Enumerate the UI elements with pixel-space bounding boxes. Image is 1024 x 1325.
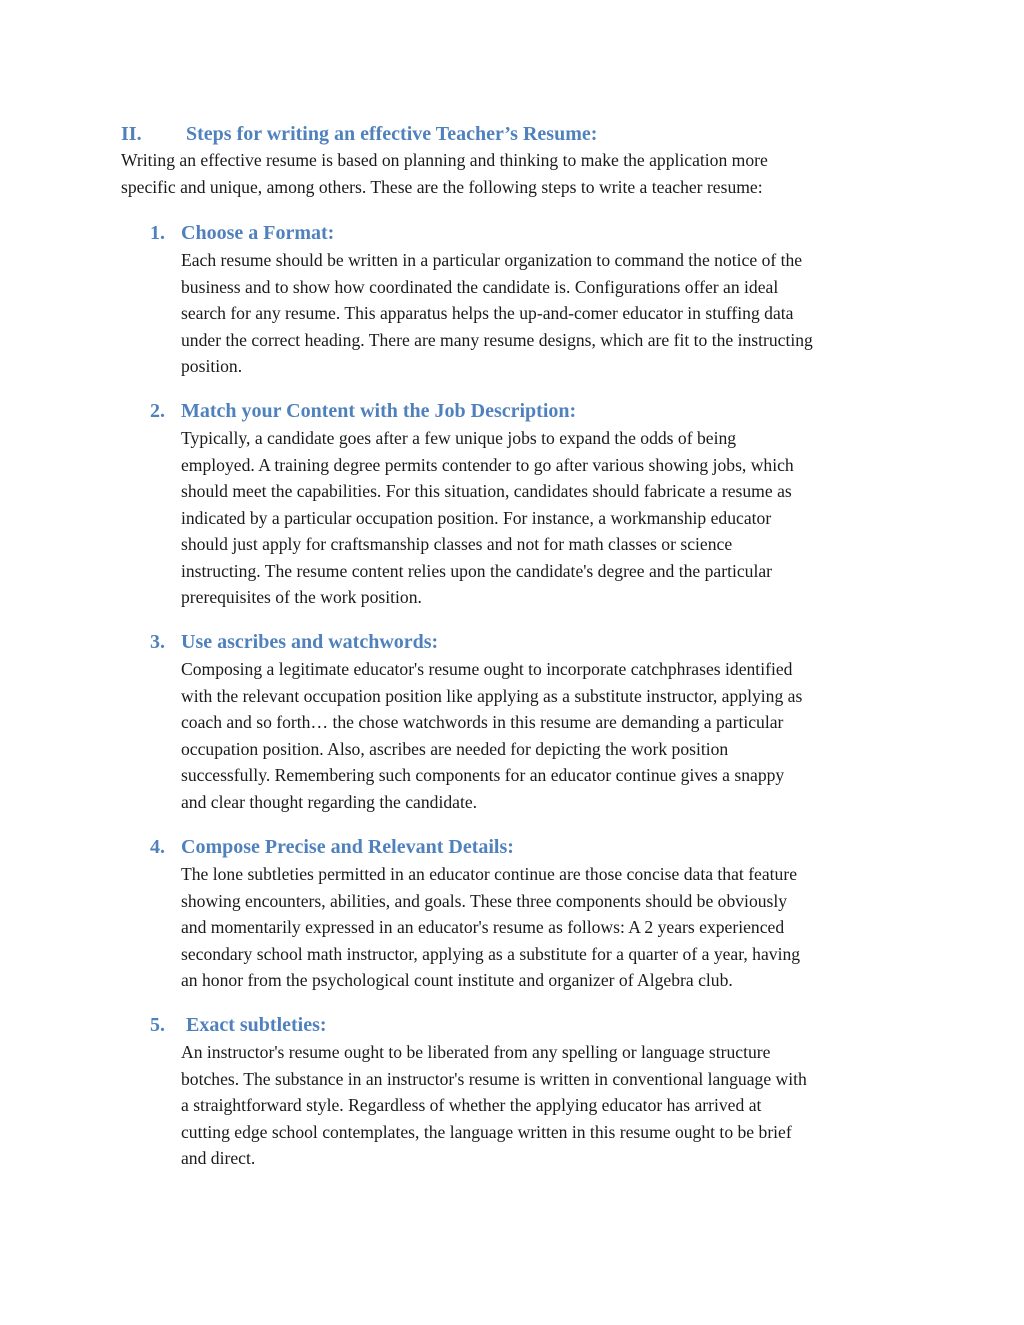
step-paragraph bbox=[181, 425, 910, 611]
step-line: The lone subtleties permitted in an educator continue are those concise data that feature bbox=[181, 864, 798, 884]
step-line: should meet the capabilities. For this situation, candidates should fabricate a resume as bbox=[181, 481, 792, 501]
step-heading bbox=[150, 220, 910, 246]
step-line: and clear thought regarding the candidate. bbox=[181, 791, 478, 812]
step-line: should just apply for craftsmanship classes and not for math classes or science bbox=[181, 534, 733, 554]
step-number: 4. bbox=[150, 836, 165, 858]
step-line: position. bbox=[181, 356, 243, 376]
section-number: II. bbox=[121, 123, 142, 145]
step-item-2 bbox=[150, 398, 910, 611]
step-line: instructing. The resume content relies upon the candidate's degree and the particular bbox=[181, 560, 773, 581]
step-number: 3. bbox=[150, 631, 165, 653]
step-item-3 bbox=[150, 629, 910, 815]
step-line: employed. A training degree permits contender to go after various showing jobs, which bbox=[181, 454, 794, 475]
intro-line: Writing an effective resume is based on planning and thinking to make the application more bbox=[121, 150, 768, 170]
step-paragraph bbox=[181, 656, 910, 815]
step-heading bbox=[150, 629, 910, 655]
step-line: successfully. Remembering such components for an educator continue gives a snappy bbox=[181, 765, 785, 785]
step-line: cutting edge school contemplates, the language written in this resume ought to be brief bbox=[181, 1121, 792, 1142]
section-heading bbox=[121, 121, 921, 147]
step-line: Each resume should be written in a particular organization to command the notice of the bbox=[181, 250, 803, 270]
step-title: Match your Content with the Job Description: bbox=[181, 400, 577, 422]
step-line: business and to show how coordinated the candidate is. Configurations offer an ideal bbox=[181, 276, 779, 297]
step-line: occupation position. Also, ascribes are needed for depicting the work position bbox=[181, 738, 729, 759]
step-title: Compose Precise and Relevant Details: bbox=[181, 836, 514, 858]
step-line: search for any resume. This apparatus helps the up-and-comer educator in stuffing data bbox=[181, 303, 794, 323]
step-number: 1. bbox=[150, 222, 165, 244]
intro-paragraph bbox=[121, 147, 911, 200]
step-number: 5. bbox=[150, 1014, 165, 1036]
step-line: indicated by a particular occupation position. For instance, a workmanship educator bbox=[181, 507, 772, 528]
step-paragraph bbox=[181, 247, 910, 380]
step-heading bbox=[150, 398, 910, 424]
intro-line: specific and unique, among others. These are the following steps to write a teacher resume: bbox=[121, 176, 763, 197]
step-line: Composing a legitimate educator's resume ought to incorporate catchphrases identified bbox=[181, 659, 793, 679]
step-item-5 bbox=[150, 1012, 910, 1172]
step-line: secondary school math instructor, applying as a substitute for a quarter of a year, having bbox=[181, 943, 801, 964]
step-number: 2. bbox=[150, 400, 165, 422]
step-line: An instructor's resume ought to be liberated from any spelling or language structure bbox=[181, 1042, 771, 1062]
step-paragraph bbox=[181, 1039, 910, 1172]
step-title: Exact subtleties: bbox=[181, 1014, 327, 1036]
step-line: prerequisites of the work position. bbox=[181, 587, 422, 607]
step-heading bbox=[150, 1012, 910, 1038]
step-line: under the correct heading. There are many resume designs, which are fit to the instructing bbox=[181, 329, 813, 350]
step-paragraph bbox=[181, 861, 910, 994]
step-heading bbox=[150, 834, 910, 860]
step-item-1 bbox=[150, 220, 910, 380]
step-line: a straightforward style. Regardless of whether the applying educator has arrived at bbox=[181, 1095, 762, 1115]
section-title: Steps for writing an effective Teacher’s Resume: bbox=[186, 123, 598, 145]
step-line: and direct. bbox=[181, 1148, 256, 1168]
step-line: Typically, a candidate goes after a few unique jobs to expand the odds of being bbox=[181, 428, 737, 448]
step-line: showing encounters, abilities, and goals. These three components should be obviously bbox=[181, 890, 788, 911]
step-item-4 bbox=[150, 834, 910, 994]
step-line: botches. The substance in an instructor's resume is written in conventional language with bbox=[181, 1068, 807, 1089]
step-title: Use ascribes and watchwords: bbox=[181, 631, 439, 653]
step-line: an honor from the psychological count institute and organizer of Algebra club. bbox=[181, 970, 733, 990]
step-line: coach and so forth… the chose watchwords in this resume are demanding a particular bbox=[181, 712, 784, 732]
step-line: and momentarily expressed in an educator's resume as follows: A 2 years experienced bbox=[181, 917, 785, 937]
step-line: with the relevant occupation position like applying as a substitute instructor, applying as bbox=[181, 685, 803, 706]
step-title: Choose a Format: bbox=[181, 222, 335, 244]
